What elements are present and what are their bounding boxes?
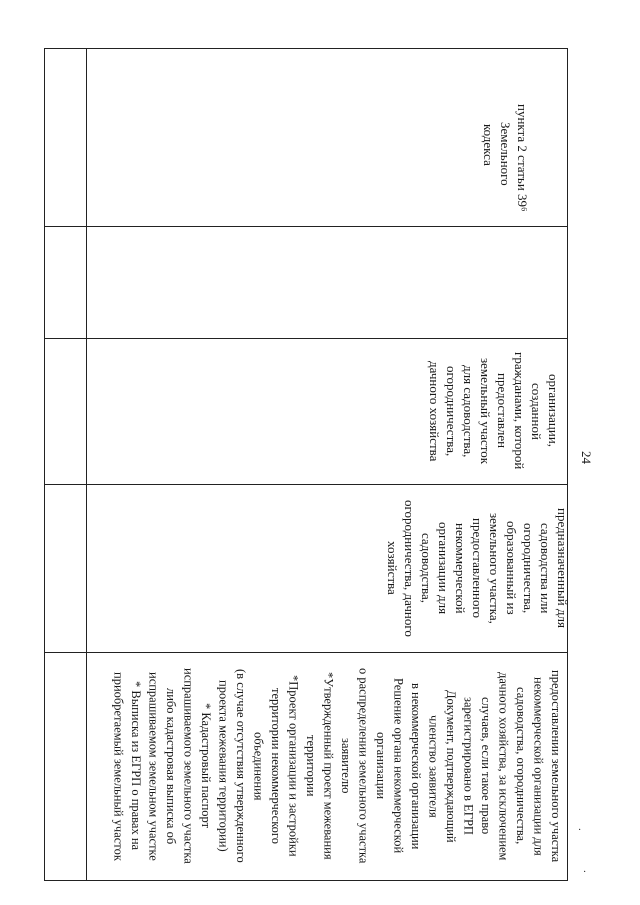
documents-line: *Утвержденный проект межевания <box>321 672 336 860</box>
documents-line: испрашиваемом земельном участке <box>146 671 161 861</box>
applicant-line: дачного хозяйства <box>427 360 442 462</box>
documents-line: либо кадастровая выписка об <box>164 687 178 845</box>
land-plot-line: предоставленного <box>470 517 485 619</box>
documents-line: заявителю <box>339 738 353 794</box>
scan-speck: · <box>583 867 587 878</box>
documents-line: некоммерческой организации для <box>531 676 546 856</box>
documents-line: объединения <box>251 731 266 801</box>
law-reference-line: кодекса <box>481 124 496 166</box>
land-plot-line: огородничества, <box>521 522 536 614</box>
documents-line: Документ, подтверждающий <box>444 689 458 843</box>
table-top-border <box>44 48 568 49</box>
land-plot-line: садоводства или <box>538 522 553 614</box>
documents-line: членство заявителя <box>426 714 441 818</box>
row-divider-2 <box>44 338 568 339</box>
documents-line: организации <box>374 732 388 800</box>
documents-line: (в случае отсутствия утвержденного <box>234 669 248 863</box>
applicant-line: земельный участок <box>478 357 493 465</box>
applicant-line: созданной <box>529 382 544 440</box>
documents-line: в некоммерческой организации <box>409 682 423 850</box>
applicant-cell <box>426 342 562 480</box>
documents-line: территории <box>304 735 318 797</box>
documents-line: приобретаемый земельный участок <box>111 671 126 861</box>
row-divider-1 <box>44 226 568 227</box>
law-reference-line: Земельного <box>498 122 513 186</box>
land-plot-line: садоводства, <box>419 532 434 604</box>
row-divider-3 <box>44 484 568 485</box>
documents-line: дачного хозяйства, за исключением <box>496 671 511 861</box>
applicant-line: огородничества, <box>444 365 459 457</box>
law-reference-line: пункта 2 статьи 39⁶ <box>515 104 530 212</box>
documents-line: * Кадастровый паспорт <box>199 703 213 829</box>
land-plot-line: некоммерческой <box>453 522 468 614</box>
land-plot-line: предназначенный для <box>555 508 570 628</box>
land-plot-line: образованный из <box>504 521 519 615</box>
land-plot-line: хозяйства <box>385 541 400 595</box>
land-plot-line: организации для <box>436 521 451 615</box>
table-bottom-border <box>44 880 568 881</box>
documents-line: испрашиваемого земельного участка <box>181 668 196 864</box>
table-right-border <box>567 48 568 880</box>
land-plot-line: земельного участка, <box>487 512 502 624</box>
law-reference-cell <box>480 104 531 224</box>
page-number: 24 <box>579 450 594 464</box>
land-plot-line: огородничества, дачного <box>402 499 417 637</box>
table-left-border <box>44 48 45 880</box>
documents-line: * Выписка из ЕГРП о правах на <box>129 681 143 851</box>
documents-line: о распределении земельного участка <box>356 668 371 864</box>
applicant-line: организации, <box>546 374 561 448</box>
documents-cell <box>98 656 564 876</box>
documents-line: *Проект организации и застройки <box>286 675 301 857</box>
applicant-line: гражданами, которой <box>512 352 527 470</box>
land-plot-cell <box>384 488 571 648</box>
scan-speck: · <box>578 825 582 836</box>
applicant-line: предоставлен <box>495 373 510 449</box>
column-divider <box>86 48 87 880</box>
documents-line: случаев, если такое право <box>479 697 493 835</box>
documents-line: садоводства, огородничества, <box>514 687 528 845</box>
row-divider-4 <box>44 652 568 653</box>
applicant-line: для садоводства, <box>461 364 476 458</box>
documents-line: проекта межевания территории) <box>216 680 231 852</box>
documents-line: территории некоммерческого <box>269 688 283 844</box>
documents-line: предоставлении земельного участка <box>549 669 563 863</box>
documents-line: зарегистрировано в ЕГРП <box>461 697 476 835</box>
documents-line: Решение органа некоммерческой <box>391 678 406 854</box>
